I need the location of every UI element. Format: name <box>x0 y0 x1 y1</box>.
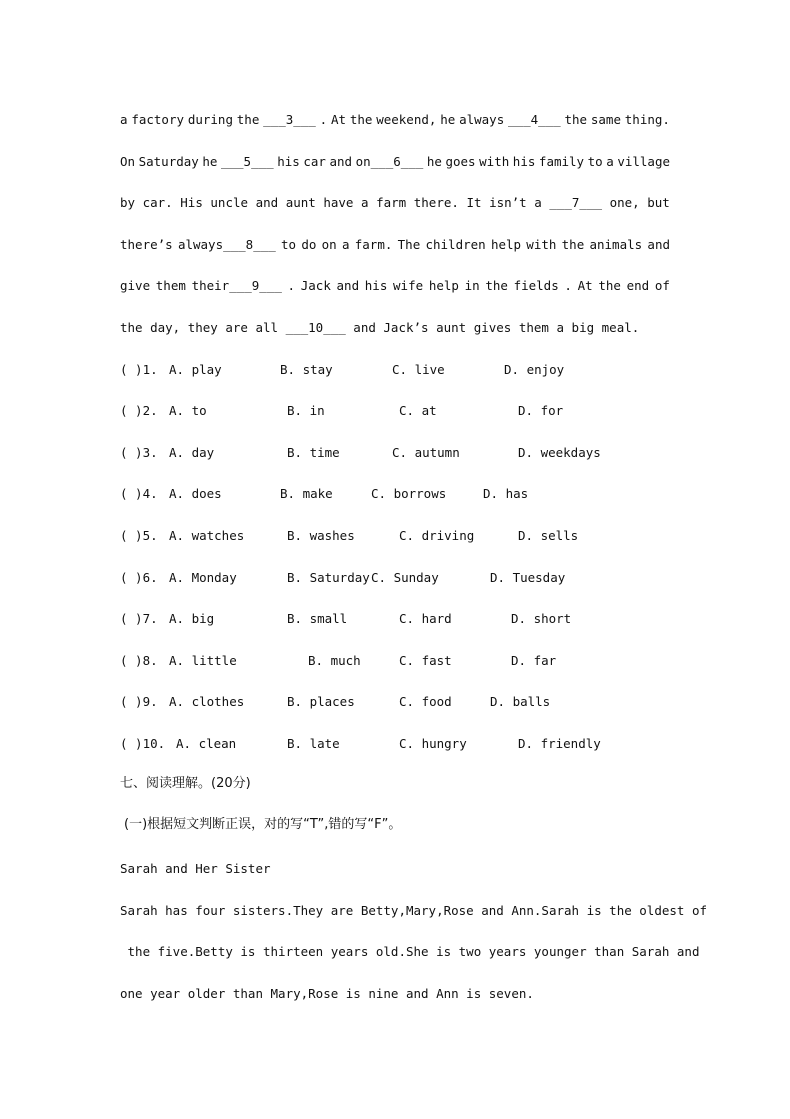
option-a: A. Monday <box>169 570 237 585</box>
passage-word: a <box>534 195 542 210</box>
option-b: B. in <box>287 403 325 418</box>
passage-word: and <box>329 154 353 169</box>
passage-word: one, <box>609 195 640 210</box>
option-b: B. small <box>287 611 348 626</box>
passage-word: isn’t <box>489 195 527 210</box>
option-d: D. weekdays <box>518 445 601 460</box>
passage-word: village <box>617 154 670 169</box>
option-a: A. watches <box>169 528 245 543</box>
option-c: C. food <box>399 694 452 709</box>
passage-word: in <box>464 278 480 293</box>
option-c: C. live <box>392 362 445 377</box>
passage-word: his <box>277 154 300 169</box>
option-b: B. Saturday <box>287 570 370 585</box>
option-a: A. day <box>169 445 215 460</box>
passage-word: help <box>428 278 459 293</box>
question-number: ( )6. <box>120 570 158 585</box>
passage-line-1 <box>120 112 670 128</box>
option-d: D. balls <box>490 694 551 709</box>
question-number: ( )9. <box>120 694 158 709</box>
passage-word: On <box>120 154 136 169</box>
passage-word: His <box>180 195 203 210</box>
question-number: ( )10. <box>120 736 166 751</box>
passage-line-6: the day, they are all ___10___ and Jack’s aunt gives them a big meal. <box>120 320 640 335</box>
passage-word: have <box>323 195 354 210</box>
section-heading: 七、阅读理解。(20分) <box>120 776 251 791</box>
fill-blank: on___6___ <box>355 154 424 169</box>
option-c: C. hard <box>399 611 452 626</box>
option-b: B. time <box>287 445 340 460</box>
passage-word: he <box>440 112 456 127</box>
passage-word: during <box>187 112 233 127</box>
option-b: B. make <box>280 486 333 501</box>
passage-word: he <box>202 154 218 169</box>
passage-word: a <box>341 237 350 252</box>
passage-word: the <box>598 278 621 293</box>
passage-word: with <box>479 154 510 169</box>
story-line-3: one year older than Mary,Rose is nine and Ann is seven. <box>120 986 534 1001</box>
question-number: ( )3. <box>120 445 158 460</box>
passage-word: It <box>466 195 482 210</box>
section-instruction: (一)根据短文判断正误，对的写“T”,错的写“F”。 <box>124 817 402 832</box>
passage-word: the <box>349 112 373 127</box>
story-line-1: Sarah has four sisters.They are Betty,Mary,Rose and Ann.Sarah is the oldest of <box>120 903 707 918</box>
option-c: C. hungry <box>399 736 467 751</box>
option-a: A. play <box>169 362 222 377</box>
passage-word: weekend, <box>376 112 437 127</box>
fill-blank: their___9___ <box>191 278 282 293</box>
option-d: D. far <box>511 653 557 668</box>
passage-word: same <box>590 112 621 127</box>
option-d: D. sells <box>518 528 579 543</box>
option-d: D. Tuesday <box>490 570 566 585</box>
option-b: B. places <box>287 694 355 709</box>
passage-word: give <box>120 278 151 293</box>
passage-word: a <box>606 154 614 169</box>
passage-word: and <box>336 278 360 293</box>
passage-word: At <box>577 278 593 293</box>
question-number: ( )7. <box>120 611 158 626</box>
option-a: A. little <box>169 653 237 668</box>
passage-word: family <box>538 154 585 169</box>
option-b: B. much <box>308 653 361 668</box>
option-a: A. does <box>169 486 222 501</box>
passage-line-4 <box>120 237 670 253</box>
option-c: C. at <box>399 403 437 418</box>
passage-word: the <box>564 112 588 127</box>
passage-word: there’s <box>120 237 173 252</box>
option-d: D. has <box>483 486 529 501</box>
option-d: D. for <box>518 403 564 418</box>
passage-word: a <box>361 195 369 210</box>
story-line-2: the five.Betty is thirteen years old.She is two years younger than Sarah and <box>120 944 700 959</box>
passage-word: a <box>120 112 128 127</box>
option-a: A. big <box>169 611 215 626</box>
passage-word: Saturday <box>138 154 199 169</box>
option-b: B. stay <box>280 362 333 377</box>
passage-word: do <box>301 237 317 252</box>
passage-word: he <box>426 154 442 169</box>
passage-word: . <box>287 278 296 293</box>
passage-word: . <box>319 112 328 127</box>
passage-word: by <box>120 195 136 210</box>
passage-word: thing. <box>624 112 670 127</box>
passage-word: goes <box>445 154 476 169</box>
passage-word: children <box>425 237 486 252</box>
question-number: ( )4. <box>120 486 158 501</box>
option-d: D. friendly <box>518 736 601 751</box>
passage-word: of <box>654 278 670 293</box>
passage-word: his <box>512 154 536 169</box>
passage-word: to <box>281 237 297 252</box>
option-c: C. autumn <box>392 445 460 460</box>
passage-word: . <box>564 278 572 293</box>
option-d: D. short <box>511 611 572 626</box>
option-b: B. washes <box>287 528 355 543</box>
fill-blank: always___8___ <box>177 237 276 252</box>
passage-word: there. <box>413 195 459 210</box>
fill-blank: ___7___ <box>549 195 603 210</box>
passage-word: the <box>561 237 585 252</box>
passage-word: the <box>236 112 260 127</box>
passage-word: and <box>647 237 670 252</box>
passage-line-5 <box>120 278 670 294</box>
passage-word: the <box>485 278 508 293</box>
passage-word: but <box>647 195 670 210</box>
passage-word: and <box>255 195 279 210</box>
option-c: C. fast <box>399 653 452 668</box>
story-title: Sarah and Her Sister <box>120 861 271 876</box>
passage-word: farm <box>376 195 407 210</box>
passage-word: fields <box>513 278 559 293</box>
question-number: ( )2. <box>120 403 158 418</box>
fill-blank: ___3___ <box>263 112 316 127</box>
passage-word: with <box>526 237 557 252</box>
passage-word: them <box>155 278 186 293</box>
question-number: ( )5. <box>120 528 158 543</box>
passage-word: car. <box>142 195 173 210</box>
passage-word: farm. <box>354 237 393 252</box>
passage-word: Jack <box>300 278 331 293</box>
option-a: A. to <box>169 403 207 418</box>
passage-word: to <box>587 154 603 169</box>
fill-blank: ___5___ <box>220 154 274 169</box>
passage-word: car <box>303 154 326 169</box>
question-number: ( )8. <box>120 653 158 668</box>
question-number: ( )1. <box>120 362 158 377</box>
passage-word: always <box>459 112 505 127</box>
passage-line-2 <box>120 154 670 170</box>
passage-word: At <box>330 112 347 127</box>
passage-word: The <box>397 237 421 252</box>
passage-word: factory <box>131 112 185 127</box>
passage-word: uncle <box>210 195 249 210</box>
passage-word: help <box>490 237 522 252</box>
passage-word: aunt <box>285 195 316 210</box>
option-c: C. Sunday <box>371 570 439 585</box>
passage-word: animals <box>589 237 643 252</box>
option-d: D. enjoy <box>504 362 565 377</box>
option-a: A. clean <box>176 736 237 751</box>
passage-word: end <box>626 278 650 293</box>
fill-blank: ___4___ <box>508 112 561 127</box>
option-a: A. clothes <box>169 694 245 709</box>
passage-word: his <box>364 278 388 293</box>
passage-word: on <box>321 237 337 252</box>
passage-line-3 <box>120 195 670 211</box>
option-c: C. borrows <box>371 486 447 501</box>
option-c: C. driving <box>399 528 475 543</box>
passage-word: wife <box>393 278 424 293</box>
option-b: B. late <box>287 736 340 751</box>
